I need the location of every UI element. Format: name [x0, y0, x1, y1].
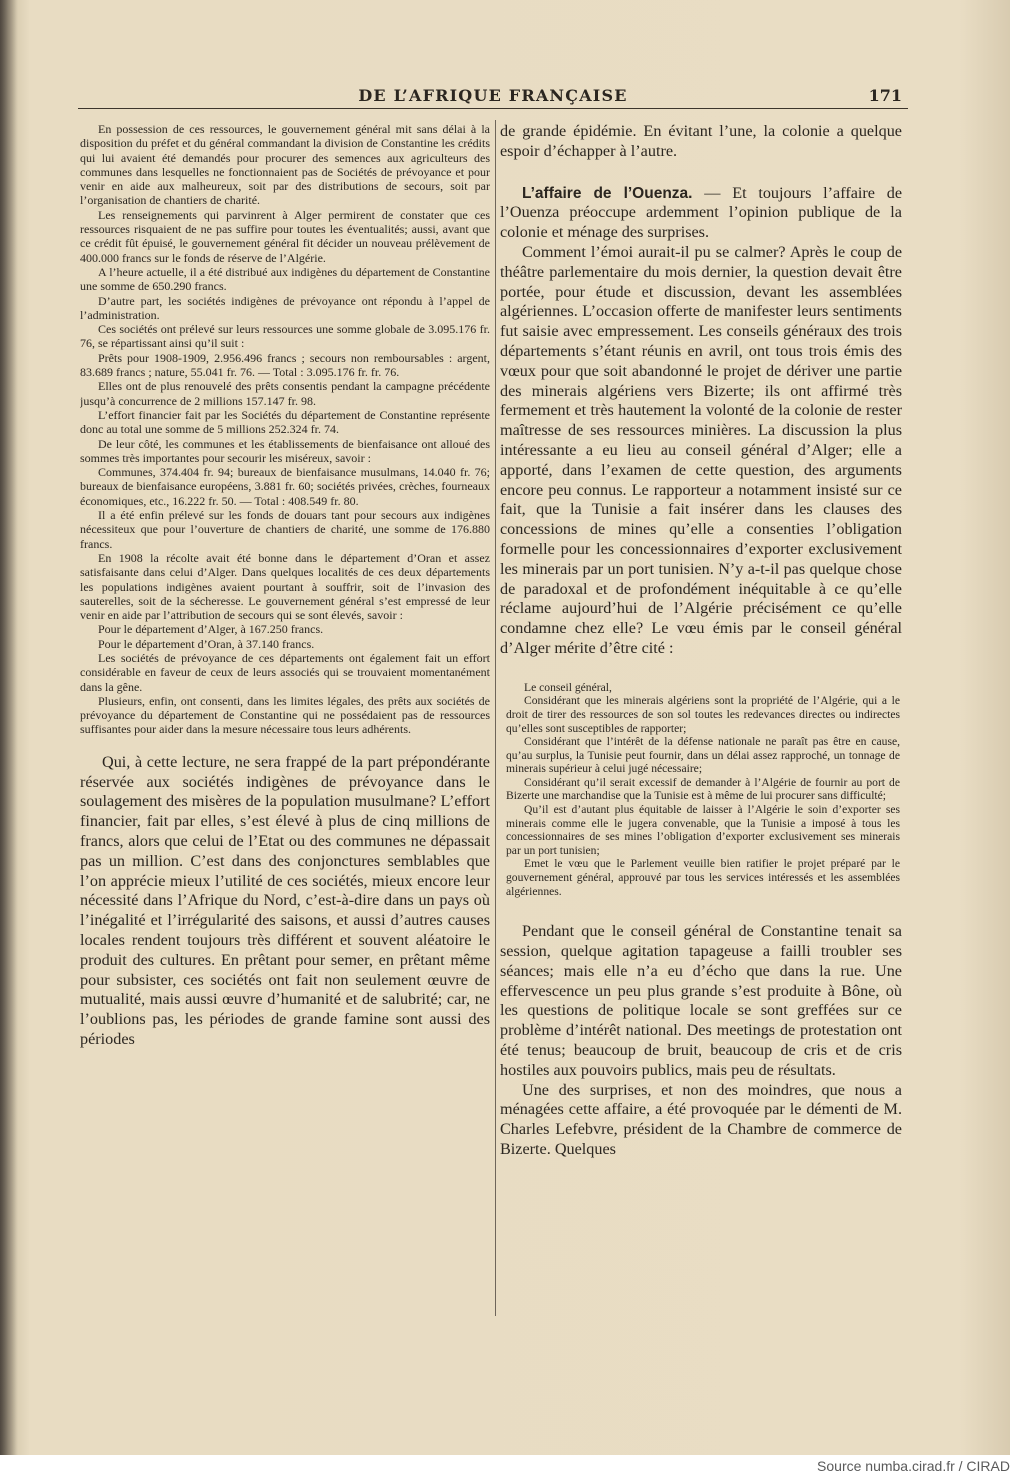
paragraph: Les renseignements qui parvinrent à Alger permirent de constater que ces ressources risquaient de ne pas suffire pour toutes les éventualités; aussi, avant que ce crédit fût épuisé, le gouvernement général fit décider un nouveau prélèvement de 400.000 francs sur le fonds de réserve de l’Algérie.: [80, 207, 490, 265]
paragraph: A l’heure actuelle, il a été distribué aux indigènes du département de Constantine une somme de 650.290 francs.: [80, 264, 490, 294]
paragraph: Ces sociétés ont prélevé sur leurs ressources une somme globale de 3.095.176 fr. 76, se répartissant ainsi qu’il suit :: [80, 322, 490, 351]
column-divider: [495, 120, 496, 1316]
journal-title: DE L’AFRIQUE FRANÇAISE: [358, 86, 628, 105]
continuation-paragraph: de grande épidémie. En évitant l’une, la colonie a quelque espoir d’échapper à l’autre.: [500, 122, 902, 160]
paragraph: Plusieurs, enfin, ont consenti, dans les limites légales, des prêts aux sociétés de prévoyance du département de Constantine qui ne possédaient pas de ressources suffisantes pour aider dans la mesure nécessaire tous leurs adhérents.: [80, 693, 490, 737]
paragraph: Pour le département d’Oran, à 37.140 francs.: [98, 636, 315, 651]
paragraph: Pendant que le conseil général de Constantine tenait sa session, quelque agitation tapageuse a failli troubler ses séances; mais elle n’a eu d’écho que dans la rue. Une effervescence un peu plus grande s’est produite à Bône, où les questions de politique locale se sont greffées sur ce problème d’intérêt national. Des meetings de protestation ont été tenus; beaucoup de bruit, beaucoup de cris et de cris hostiles aux pouvoirs publics, mais peu de résultats.: [500, 922, 902, 1079]
paragraph: Prêts pour 1908-1909, 2.956.496 francs ; secours non remboursables : argent, 83.689 francs ; nature, 55.041 fr. 76. — Total : 3.095.176 fr. fr. 76.: [80, 350, 490, 380]
paragraph: De leur côté, les communes et les établissements de bienfaisance ont alloué des sommes très importantes pour secourir les miséreux, savoir :: [80, 436, 490, 465]
right-column: [500, 122, 902, 1318]
paragraph: D’autre part, les sociétés indigènes de prévoyance ont répondu à l’appel de l’administration.: [80, 293, 490, 322]
paragraph: Une des surprises, et non des moindres, que nous a ménagées cette affaire, a été provoquée par le démenti de M. Charles Lefebvre, président de la Chambre de commerce de Bizerte. Quelques: [500, 1080, 902, 1158]
quote-line: Le conseil général,: [524, 680, 612, 694]
paragraph: Pour le département d’Alger, à 167.250 francs.: [98, 622, 324, 637]
quoted-resolution: [500, 681, 902, 899]
paragraph: Communes, 374.404 fr. 94; bureaux de bienfaisance musulmans, 14.040 fr. 76; bureaux de bienfaisance européens, 3.881 fr. 60; sociétés privées, crèches, fourneaux économiques, etc., 16.222 fr. 50. — Total : 408.549 fr. 80.: [80, 465, 490, 508]
source-credit: Source numba.cirad.fr / CIRAD: [817, 1458, 1010, 1474]
section-title: L’affaire de l’Ouenza.: [522, 184, 693, 202]
gutter-shadow: [0, 0, 18, 1455]
paragraph: L’effort financier fait par les Sociétés du département de Constantine représente donc au total une somme de 5 millions 252.324 fr. 74.: [80, 407, 490, 437]
quote-line: Considérant qu’il serait excessif de demander à l’Algérie de fournir au port de Bizerte une marchandise que la Tunisie est à même de lui procurer sans difficulté;: [506, 775, 900, 803]
commentary-paragraph: Qui, à cette lecture, ne sera frappé de la part prépondérante réservée aux sociétés indigènes de prévoyance dans le soulagement des misères de la population musulmane? L’effort financier, fait par elles, s’est élevé à plus de cinq millions de francs, alors que celui de l’Etat ou des communes ne dépassait pas un million. C’est dans des conjonctures semblables que l’on apprécie mieux l’utilité de ces sociétés, mieux encore leur nécessité dans l’Afrique du Nord, c’est-à-dire dans un pays où l’inégalité et l’irrégularité des saisons, et aussi d’autres causes locales rendent toujours très différent et souvent aléatoire le produit des cultures. En prêtant pour semer, en prêtant même pour subsister, ces sociétés ont fait non seulement œuvre de mutualité, mais aussi œuvre d’humanité et de salubrité; car, ne l’oublions pas, les périodes de grande famine sont aussi des périodes: [80, 752, 490, 1048]
quote-line: Emet le vœu que le Parlement veuille bien ratifier le projet préparé par le gouvernement général, approuvé par tous les services intéressés et les assemblées algériennes.: [506, 857, 900, 898]
quote-line: Qu’il est d’autant plus équitable de laisser à l’Algérie le soin d’exporter ses minerais comme elle le jugera convenable, que la Tunisie a imposé à tous les concessionnaires de ses mines l’obligation d’exporter exclusivement ses minerais par un port tunisien;: [506, 803, 900, 857]
section-paragraph: [500, 184, 902, 243]
quote-line: Considérant que l’intérêt de la défense nationale ne paraît pas être en cause, qu’au surplus, la Tunisie peut fournir, dans un délai assez rapproché, un tonnage de minerais supérieur à celui jugé nécessaire;: [506, 735, 900, 776]
paragraph: Elles ont de plus renouvelé des prêts consentis pendant la campagne précédente jusqu’à concurrence de 2 millions 157.147 fr. 98.: [80, 379, 490, 408]
paragraph: En possession de ces ressources, le gouvernement général mit sans délai à la disposition du préfet et du général commandant la division de Constantine les crédits qui lui avaient été demandés pour procurer des semences aux agriculteurs des communes dans lesquelles ne fonctionnaient pas de Sociétés de prévoyance et pour venir en aide aux malheureux, soit par des distributions de secours, soit par l’organisation de chantiers de charité.: [80, 122, 490, 208]
left-column: [80, 122, 490, 1318]
running-head: [78, 86, 908, 109]
paragraph: En 1908 la récolte avait été bonne dans le département d’Oran et assez satisfaisante dans celui d’Alger. Dans quelques localités de ces deux départements les populations indigènes avaient pourtant à souffrir, soit de l’invasion des sauterelles, soit de la sécheresse. Le gouvernement général s’est empressé de leur venir en aide par l’attribution de secours qui se sont élevés, savoir :: [80, 550, 490, 623]
paragraph: Les sociétés de prévoyance de ces départements ont également fait un effort considérable en faveur de ceux de leurs associés qui se trouvaient momentanément dans la gêne.: [80, 650, 490, 694]
page-number: 171: [868, 86, 902, 105]
paragraph: Il a été enfin prélevé sur les fonds de douars tant pour secours aux indigènes nécessiteux que pour l’ouverture de chantiers de charité, une somme de 176.880 francs.: [80, 508, 490, 551]
section-intro: — Et toujours l’affaire de l’Ouenza préoccupe ardemment l’opinion publique de la colonie et ménage des surprises.: [500, 183, 902, 242]
paragraph: Comment l’émoi aurait-il pu se calmer? Après le coup de théâtre parlementaire du mois dernier, la question devait être portée, pour étude et discussion, devant les assemblées algériennes. L’occasion offerte de manifester leurs sentiments fut saisie avec empressement. Les conseils généraux des trois départements s’étant réunis en avril, ont tous trois émis des vœux pour que soit abandonné le projet de dériver une partie des minerais algériens vers Bizerte; ils ont affirmé très fermement et très hautement la volonté de la colonie de rester maîtresse de ses ressources minières. La discussion la plus intéressante a eu lieu au conseil général d’Alger; elle a apporté, dans l’examen de cette question, des arguments encore peu connus. Le rapporteur a notamment insisté sur ce fait, que la Tunisie a fait insérer dans les clauses des concessions de mines qu’elle a consenties l’obligation formelle pour les concessionnaires d’exporter exclusivement les minerais par un port tunisien. N’y a-t-il pas quelque chose de paradoxal et de profondément inéquitable à ce qu’elle réclame aujourd’hui de l’Algérie précisément ce qu’elle condamne chez elle? Le vœu émis par le conseil général d’Alger mérite d’être cité :: [500, 242, 902, 657]
quote-line: Considérant que les minerais algériens sont la propriété de l’Algérie, qui a le droit de tirer des ressources de son sol toutes les redevances directes ou indirectes qu’elles sont susceptibles de rapporter;: [506, 694, 900, 735]
